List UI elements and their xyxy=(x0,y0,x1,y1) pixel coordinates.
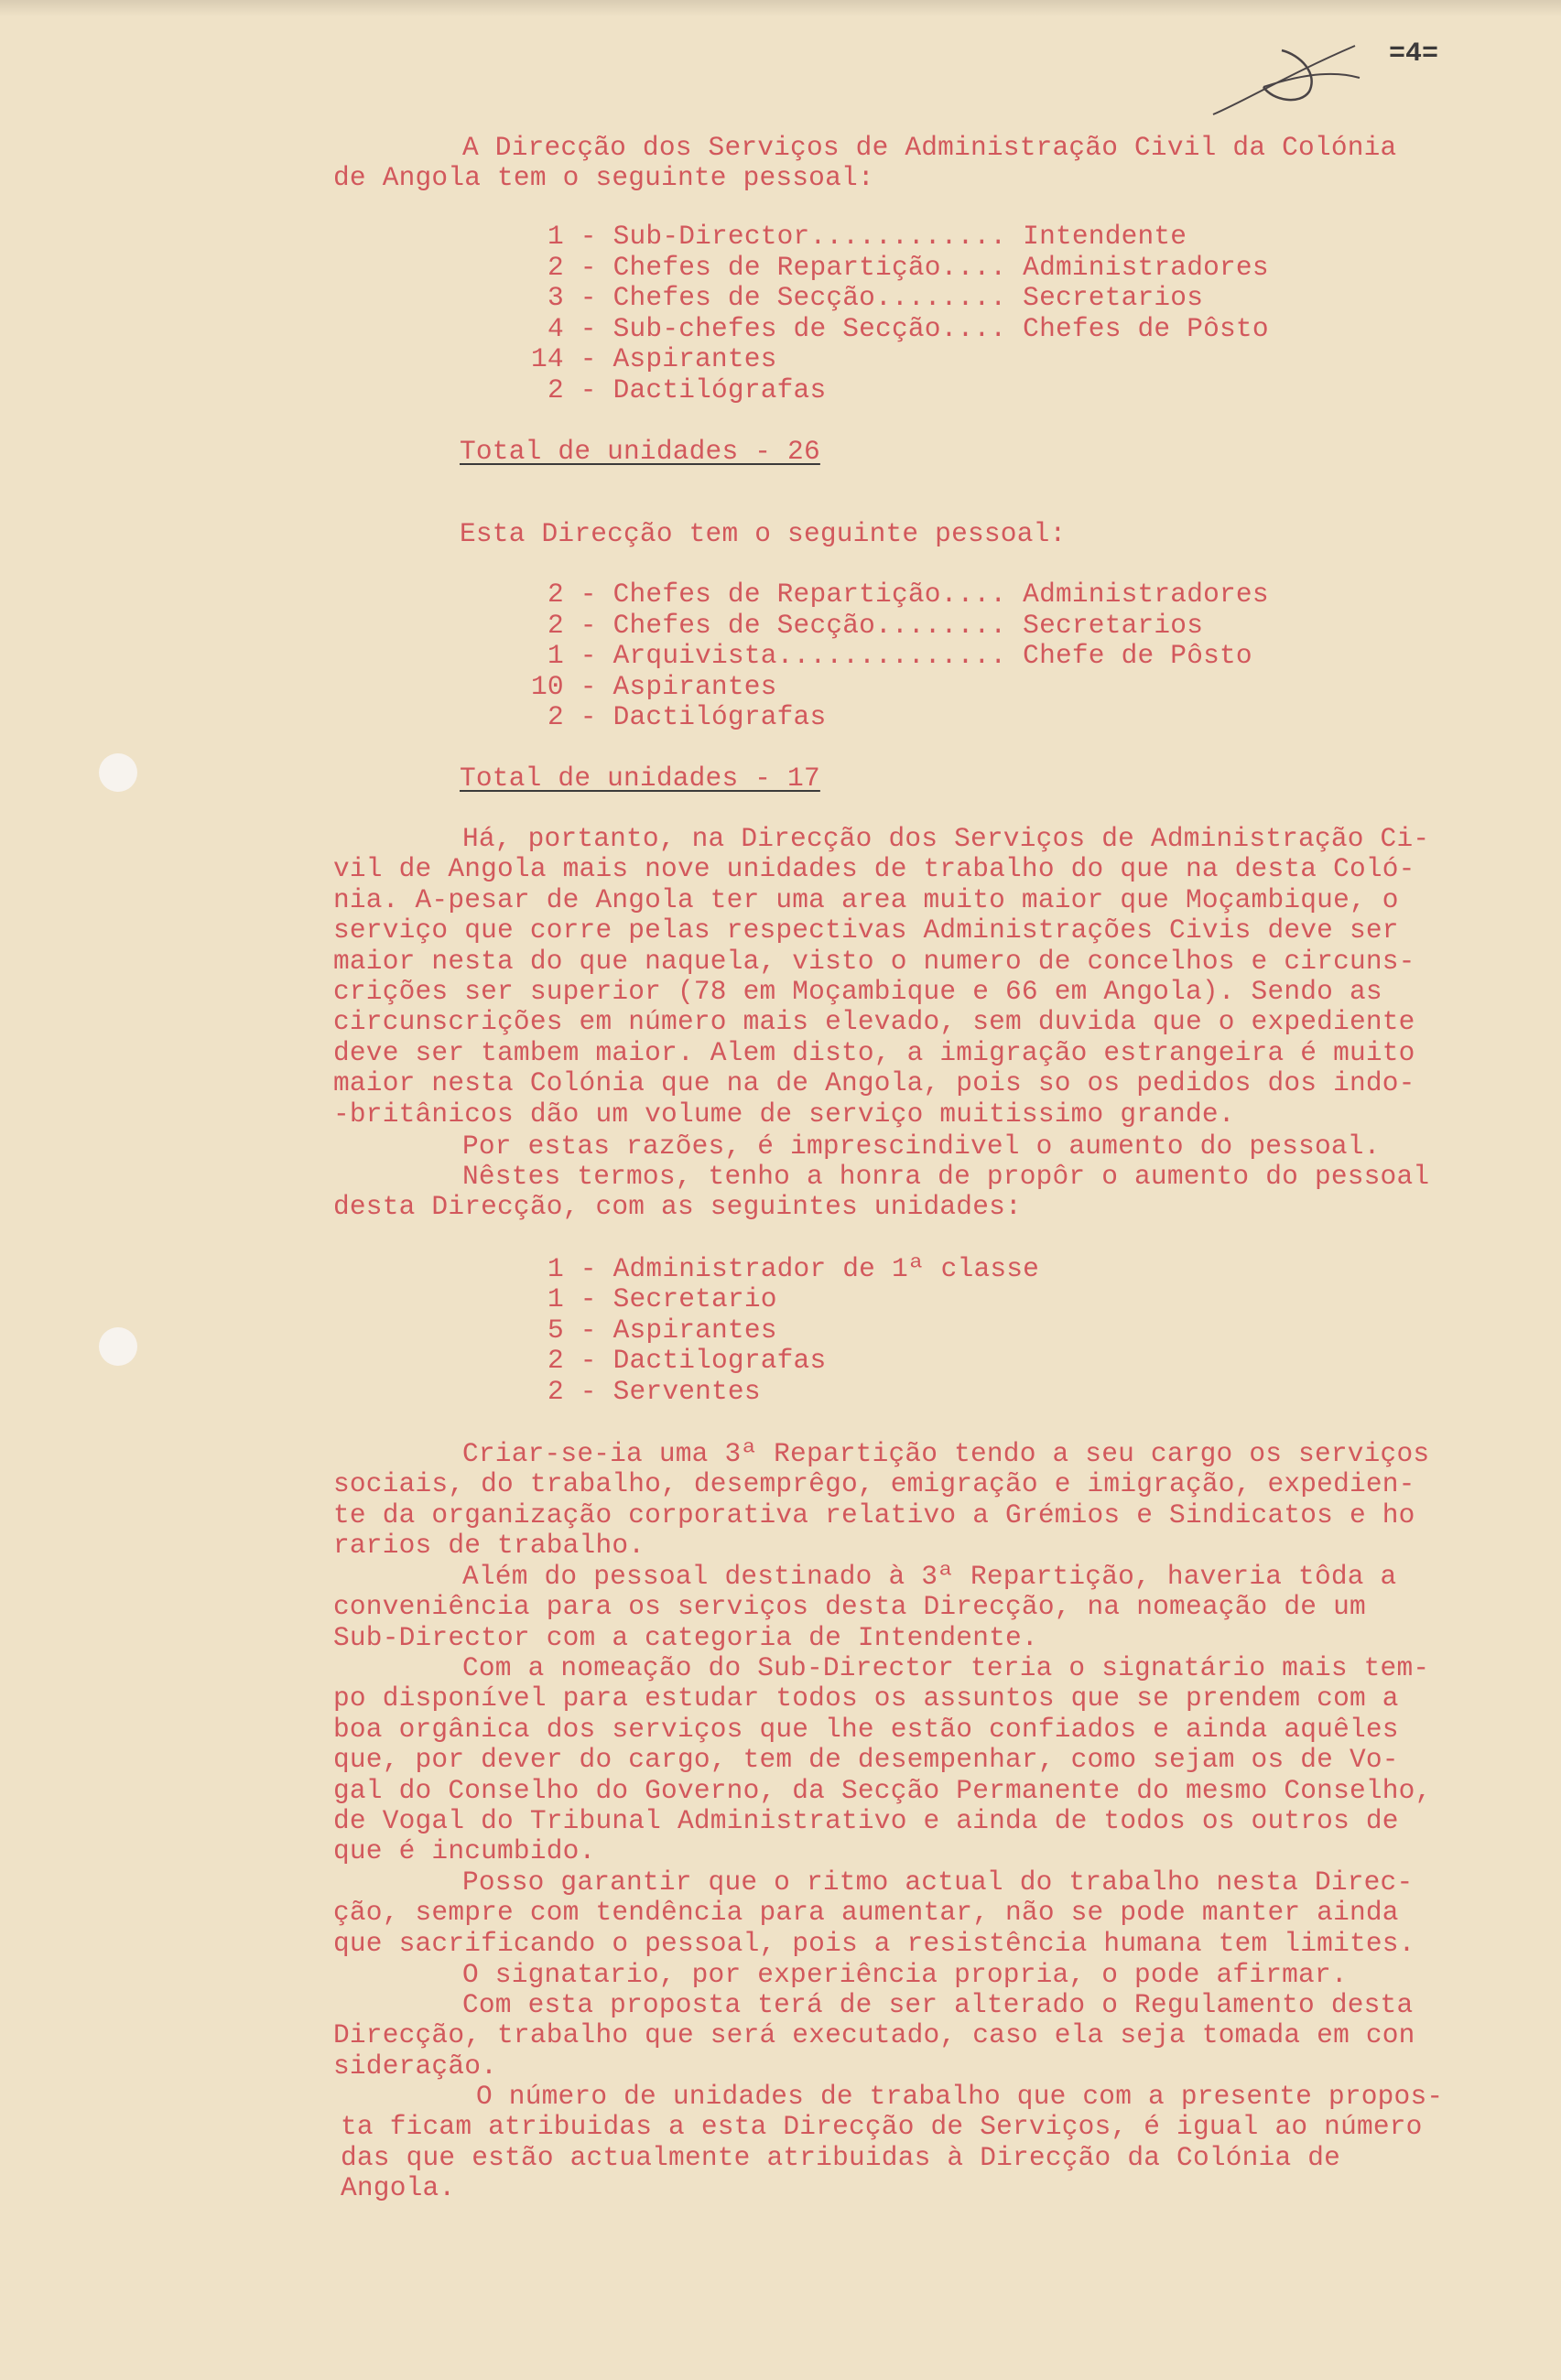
paragraph-line: te da organização corporativa relativo a Grémios e Sindicatos e ho xyxy=(333,1498,1415,1531)
paragraph-line: sideração. xyxy=(333,2050,498,2082)
paragraph-line: Criar-se-ia uma 3ª Repartição tendo a seu cargo os serviços xyxy=(462,1438,1430,1469)
paragraph-line: desta Direcção, com as seguintes unidades: xyxy=(333,1191,1022,1223)
paragraph-line: maior nesta do que naquela, visto o numero de concelhos e circuns- xyxy=(333,945,1415,977)
staff-line: 1 - Arquivista.............. Chefe de Pôsto xyxy=(547,640,1252,671)
paragraph-line: ção, sempre com tendência para aumentar, não se pode manter ainda xyxy=(333,1897,1399,1929)
paragraph-line: que é incumbido. xyxy=(333,1835,596,1867)
staff-line: 2 - Chefes de Repartição.... Administradores xyxy=(547,251,1269,283)
paragraph-line: Com esta proposta terá de ser alterado o Regulamento desta xyxy=(462,1989,1414,2020)
paragraph-line: rarios de trabalho. xyxy=(333,1530,645,1562)
punch-hole xyxy=(99,753,137,792)
paragraph-line: Angola. xyxy=(341,2172,456,2204)
staff-line: 3 - Chefes de Secção........ Secretarios xyxy=(547,282,1204,313)
staff-line: 1 - Sub-Director............ Intendente xyxy=(547,221,1187,252)
paragraph-line: Sub-Director com a categoria de Intendente. xyxy=(333,1621,1038,1653)
paragraph-line: crições ser superior (78 em Moçambique e 66 em Angola). Sendo as xyxy=(333,976,1382,1007)
paragraph-line: vil de Angola mais nove unidades de trabalho do que na desta Coló- xyxy=(333,853,1415,885)
punch-hole xyxy=(99,1327,137,1366)
paragraph-line: das que estão actualmente atribuidas à Direcção da Colónia de xyxy=(341,2141,1341,2173)
staff-line: 2 - Chefes de Secção........ Secretarios xyxy=(547,609,1204,641)
staff-line: 14 - Aspirantes xyxy=(531,343,777,374)
total-line: Total de unidades - 26 xyxy=(460,436,820,467)
paragraph-line: Direcção, trabalho que será executado, caso ela seja tomada em con xyxy=(333,2019,1415,2051)
staff-line: 10 - Aspirantes xyxy=(531,670,777,702)
paragraph-line: que sacrificando o pessoal, pois a resistência humana tem limites. xyxy=(333,1927,1415,1959)
staff-line: 2 - Dactilografas xyxy=(547,1345,827,1377)
paragraph-line: de Vogal do Tribunal Administrativo e ainda de todos os outros de xyxy=(333,1805,1399,1836)
paragraph-line: deve ser tambem maior. Alem disto, a imigração estrangeira é muito xyxy=(333,1036,1415,1068)
staff-line: 2 - Serventes xyxy=(547,1375,761,1407)
paragraph-line: nia. A-pesar de Angola ter uma area muito maior que Moçambique, o xyxy=(333,883,1399,915)
paragraph-line: O signatario, por experiência propria, o pode afirmar. xyxy=(462,1959,1348,1990)
paragraph-line: boa orgânica dos serviços que lhe estão confiados e ainda aquêles xyxy=(333,1713,1399,1745)
intro-line: de Angola tem o seguinte pessoal: xyxy=(333,162,874,193)
staff-line: 1 - Secretario xyxy=(547,1283,777,1315)
total-line: Total de unidades - 17 xyxy=(460,763,820,794)
paragraph-line: Há, portanto, na Direcção dos Serviços de Administração Ci- xyxy=(462,823,1430,854)
page-top-edge xyxy=(0,0,1561,16)
staff-line: 2 - Dactilógrafas xyxy=(547,701,827,732)
paragraph-line: -britânicos dão um volume de serviço muitissimo grande. xyxy=(333,1098,1235,1130)
paragraph-line: conveniência para os serviços desta Direcção, na nomeação de um xyxy=(333,1591,1366,1623)
staff-line: 5 - Aspirantes xyxy=(547,1314,777,1346)
staff-line: 2 - Dactilógrafas xyxy=(547,373,827,406)
paragraph-line: po disponível para estudar todos os assuntos que se prendem com a xyxy=(333,1682,1399,1715)
paragraph-line: Com a nomeação do Sub-Director teria o signatário mais tem- xyxy=(462,1652,1430,1683)
paragraph-line: circunscrições em número mais elevado, sem duvida que o expediente xyxy=(333,1006,1415,1038)
paragraph-line: serviço que corre pelas respectivas Administrações Civis deve ser xyxy=(333,914,1399,947)
staff-line: 2 - Chefes de Repartição.... Administradores xyxy=(547,579,1269,610)
intro-line: A Direcção dos Serviços de Administração Civil da Colónia xyxy=(462,132,1397,163)
paragraph-line: ta ficam atribuidas a esta Direcção de Serviços, é igual ao número xyxy=(341,2111,1423,2143)
paragraph-line: maior nesta Colónia que na de Angola, pois so os pedidos dos indo- xyxy=(333,1067,1415,1099)
paragraph-line: que, por dever do cargo, tem de desempenhar, como sejam os de Vo- xyxy=(333,1744,1399,1776)
staff-line: 1 - Administrador de 1ª classe xyxy=(547,1253,1040,1284)
page-number: =4= xyxy=(1389,38,1439,70)
paragraph-line: sociais, do trabalho, desemprêgo, emigração e imigração, expedien- xyxy=(333,1468,1415,1500)
paragraph-line: Nêstes termos, tenho a honra de propôr o aumento do pessoal xyxy=(462,1161,1430,1192)
paragraph-line: gal do Conselho do Governo, da Secção Permanente do mesmo Conselho, xyxy=(333,1774,1432,1806)
paragraph-line: O número de unidades de trabalho que com a presente propos- xyxy=(476,2081,1444,2112)
intro-line: Esta Direcção tem o seguinte pessoal: xyxy=(460,518,1067,549)
signature-mark xyxy=(1209,37,1364,124)
paragraph-line: Além do pessoal destinado à 3ª Repartição, haveria tôda a xyxy=(462,1561,1397,1592)
staff-line: 4 - Sub-chefes de Secção.... Chefes de Pôsto xyxy=(547,312,1269,344)
paragraph-line: Por estas razões, é imprescindivel o aumento do pessoal. xyxy=(462,1130,1381,1162)
paragraph-line: Posso garantir que o ritmo actual do trabalho nesta Direc- xyxy=(462,1866,1414,1898)
